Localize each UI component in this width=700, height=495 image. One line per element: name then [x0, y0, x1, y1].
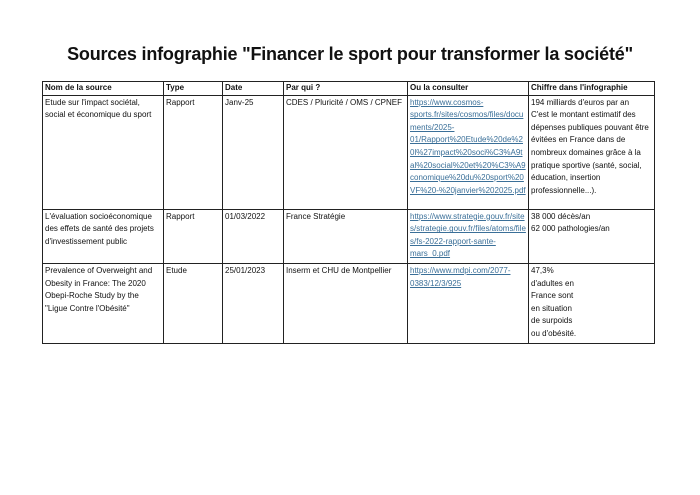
figure-line: 62 000 pathologies/an	[531, 224, 610, 234]
source-type-cell: Etude	[164, 263, 223, 343]
source-date-cell: 25/01/2023	[223, 263, 284, 343]
source-link[interactable]: https://www.cosmos-sports.fr/sites/cosmos/files/documents/2025-01/Rapport%20Etude%20de%20l%27impact%20soci%C3%A9tal%20social%20et%20%C3%A9conomique%20du%20sport%20VF%20-%20janvier%202025.pdf	[410, 97, 526, 195]
figure-line: 38 000 décès/an	[531, 211, 591, 221]
figure-line: C'est le montant estimatif des dépenses publiques pouvant être évitées en France dans de nombreux domaines grâce à la pratique sportive (santé, social, éducation, insertion professionnelle...).	[531, 110, 649, 195]
source-name-cell: L'évaluation socioéconomique des effets de santé des projets d'investissement public	[43, 209, 164, 263]
document-title: Sources infographie "Financer le sport pour transformer la société"	[67, 44, 633, 64]
source-date-cell: Janv-25	[223, 95, 284, 209]
sources-table	[42, 81, 655, 344]
column-header-type: Type	[164, 82, 223, 96]
column-header-author: Par qui ?	[284, 82, 408, 96]
column-header-name: Nom de la source	[43, 82, 164, 96]
figure-line: 194 milliards d'euros par an	[531, 97, 630, 107]
source-author-cell: Inserm et CHU de Montpellier	[284, 263, 408, 343]
figure-line: de surpoids	[531, 316, 573, 326]
column-header-figure: Chiffre dans l'infographie	[529, 82, 655, 96]
source-author-cell: CDES / Pluricité / OMS / CPNEF	[284, 95, 408, 209]
table-row	[43, 95, 655, 209]
column-header-location: Ou la consulter	[408, 82, 529, 96]
column-header-date: Date	[223, 82, 284, 96]
source-name-cell: Prevalence of Overweight and Obesity in France: The 2020 Obepi-Roche Study by the "Ligue Contre l'Obésité"	[43, 263, 164, 343]
source-figure-cell	[529, 263, 655, 343]
source-link-cell	[408, 263, 529, 343]
source-type-cell: Rapport	[164, 95, 223, 209]
source-name-cell: Etude sur l'impact sociétal, social et économique du sport	[43, 95, 164, 209]
source-link-cell	[408, 209, 529, 263]
source-figure-cell	[529, 95, 655, 209]
figure-line: France sont	[531, 291, 574, 301]
source-date-cell: 01/03/2022	[223, 209, 284, 263]
figure-line: d'adultes en	[531, 278, 574, 288]
source-figure-cell	[529, 209, 655, 263]
source-link[interactable]: https://www.mdpi.com/2077-0383/12/3/925	[410, 265, 511, 288]
source-link[interactable]: https://www.strategie.gouv.fr/sites/strategie.gouv.fr/files/atoms/files/fs-2022-rapport-sante-mars_0.pdf	[410, 211, 526, 259]
source-type-cell: Rapport	[164, 209, 223, 263]
figure-line: ou d'obésité.	[531, 328, 577, 338]
source-link-cell	[408, 95, 529, 209]
figure-line: 47,3%	[531, 265, 554, 275]
source-author-cell: France Stratégie	[284, 209, 408, 263]
figure-line: en situation	[531, 303, 572, 313]
table-row	[43, 263, 655, 343]
table-header-row	[43, 82, 655, 96]
table-row	[43, 209, 655, 263]
